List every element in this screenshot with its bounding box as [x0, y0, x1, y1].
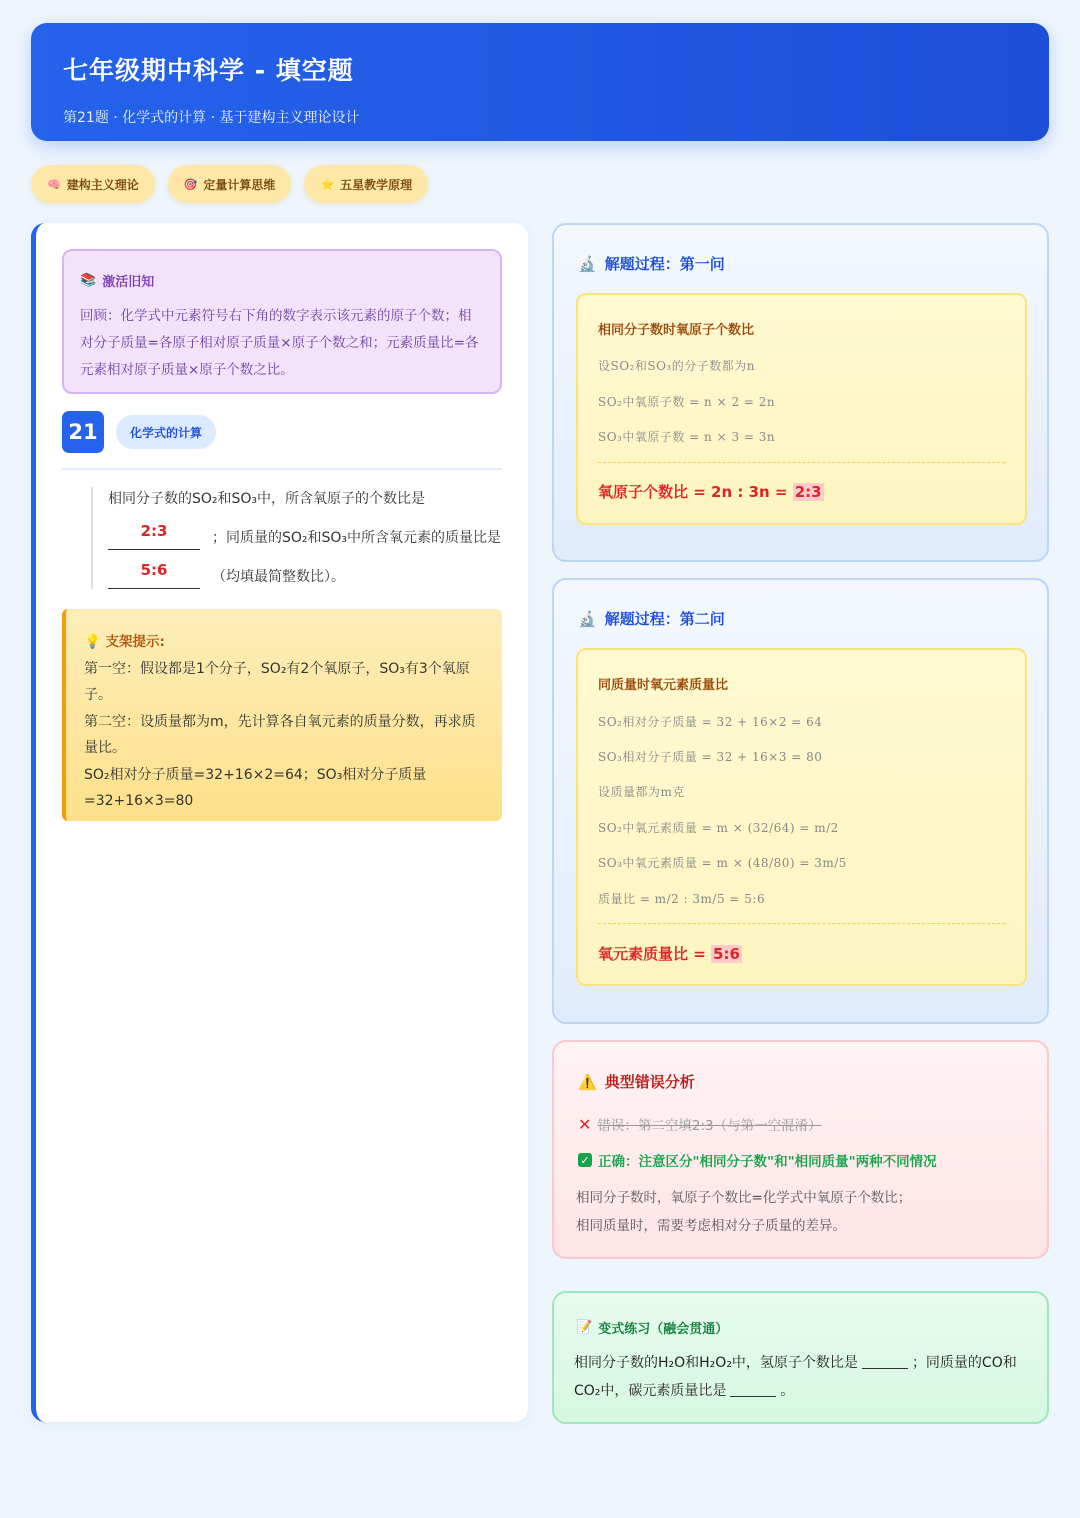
practice-heading — [576, 1318, 728, 1337]
hint-title: 支架提示: — [105, 634, 165, 650]
dashed-divider — [598, 923, 1005, 924]
answer-blank-1[interactable]: 2:3 — [108, 519, 200, 550]
solution-2-box — [576, 648, 1027, 986]
memo-icon: 📝 — [576, 1320, 593, 1335]
page-subtitle: 第21题 · 化学式的计算 · 基于建构主义理论设计 — [63, 110, 360, 126]
practice-part3: 。 — [780, 1383, 795, 1399]
solution-1-step: SO₂中氧原子数 = n × 2 = 2n — [598, 395, 776, 409]
tag-list — [31, 165, 428, 203]
solution-panel-2 — [552, 578, 1049, 1024]
error-title: 典型错误分析 — [604, 1073, 695, 1091]
solution-2-step: 设质量都为m克 — [598, 785, 685, 799]
hint-line-2: 第二空：设质量都为m，先计算各自氧元素的质量分数，再求质量比。 — [84, 713, 476, 756]
practice-blank-2[interactable] — [730, 1383, 776, 1397]
question-card — [31, 223, 528, 1422]
question-part2: ；同质量的SO₂和SO₃中所含氧元素的质量比是 — [212, 530, 502, 546]
tag-label: 五星教学原理 — [340, 177, 413, 192]
answer-blank-2[interactable]: 5:6 — [108, 558, 200, 589]
hint-box — [62, 609, 502, 821]
review-title: 激活旧知 — [102, 275, 155, 290]
practice-title: 变式练习（融会贯通） — [598, 1322, 729, 1337]
solution-1-step: SO₃中氧原子数 = n × 3 = 3n — [598, 430, 776, 444]
correct-answer — [578, 1150, 937, 1170]
wrong-text: 错误：第二空填2:3（与第一空混淆） — [597, 1118, 822, 1134]
microscope-icon: 🔬 — [578, 254, 597, 273]
topic-badge: 化学式的计算 — [116, 415, 216, 449]
solution-1-step: 设SO₂和SO₃的分子数都为n — [598, 359, 755, 373]
wrong-answer — [578, 1114, 822, 1134]
result-value: 5:6 — [713, 945, 740, 963]
correct-text: 正确：注意区分"相同分子数"和"相同质量"两种不同情况 — [598, 1154, 937, 1170]
solution-2-title: 解题过程：第二问 — [604, 610, 725, 628]
dashed-divider — [598, 462, 1005, 463]
explanation-line: 相同质量时，需要考虑相对分子质量的差异。 — [576, 1218, 846, 1234]
target-icon: 🎯 — [183, 177, 198, 191]
result-label: 氧元素质量比 = — [598, 945, 712, 963]
hint-line-1: 第一空：假设都是1个分子，SO₂有2个氧原子，SO₃有3个氧原子。 — [84, 660, 470, 703]
books-icon: 📚 — [80, 273, 97, 288]
tag-label: 建构主义理论 — [66, 177, 139, 192]
practice-part1: 相同分子数的H₂O和H₂O₂中，氢原子个数比是 — [574, 1355, 858, 1371]
solution-2-step: SO₃相对分子质量 = 32 + 16×3 = 80 — [598, 750, 823, 764]
practice-part2: ；同质量的CO和CO₂中，碳元素质量比是 — [574, 1355, 1017, 1399]
practice-text — [574, 1349, 1034, 1405]
hint-heading — [84, 629, 484, 656]
solution-panel-1 — [552, 223, 1049, 562]
solution-2-subheading: 同质量时氧元素质量比 — [598, 678, 729, 693]
lightbulb-icon: 💡 — [84, 634, 101, 650]
review-box — [62, 249, 502, 394]
tag-label: 定量计算思维 — [203, 177, 276, 192]
microscope-icon: 🔬 — [578, 609, 597, 628]
check-icon: ✓ — [578, 1153, 592, 1167]
error-explanation — [576, 1184, 911, 1240]
star-icon: ⭐ — [320, 177, 335, 191]
error-heading — [578, 1071, 695, 1092]
header-banner — [31, 23, 1049, 141]
warning-icon: ⚠️ — [578, 1072, 597, 1091]
solution-1-result — [598, 481, 824, 502]
review-text: 回顾：化学式中元素符号右下角的数字表示该元素的原子个数；相对分子质量=各原子相对原子质量×原子个数之和；元素质量比=各元素相对原子质量×原子个数之比。 — [80, 308, 479, 378]
solution-2-heading — [578, 608, 725, 629]
solution-1-heading — [578, 253, 725, 274]
tag-five-star — [304, 165, 428, 203]
question-part3: （均填最简整数比）。 — [212, 569, 345, 585]
hint-line-3: SO₂相对分子质量=32+16×2=64；SO₃相对分子质量=32+16×3=80 — [84, 766, 427, 809]
solution-2-step: SO₂相对分子质量 = 32 + 16×2 = 64 — [598, 715, 823, 729]
error-analysis-box — [552, 1040, 1049, 1259]
solution-1-title: 解题过程：第一问 — [604, 255, 725, 273]
result-label: 氧原子个数比 = 2n : 3n = — [598, 483, 793, 501]
solution-1-box — [576, 293, 1027, 525]
solution-2-result — [598, 943, 742, 964]
question-part1: 相同分子数的SO₂和SO₃中，所含氧原子的个数比是 — [108, 491, 426, 507]
cross-icon: ✕ — [578, 1114, 592, 1134]
solution-2-step: SO₃中氧元素质量 = m × (48/80) = 3m/5 — [598, 856, 847, 870]
solution-2-step: 质量比 = m/2 : 3m/5 = 5:6 — [598, 892, 766, 906]
tag-quantitative — [168, 165, 292, 203]
solution-1-subheading: 相同分子数时氧原子个数比 — [598, 323, 755, 338]
page-title: 七年级期中科学 - 填空题 — [63, 56, 354, 85]
question-text — [91, 487, 511, 589]
tag-constructivism — [31, 165, 155, 203]
divider — [62, 468, 502, 470]
brain-icon: 🧠 — [47, 177, 61, 191]
practice-box — [552, 1291, 1049, 1424]
result-value: 2:3 — [794, 483, 822, 501]
solution-2-step: SO₂中氧元素质量 = m × (32/64) = m/2 — [598, 821, 839, 835]
review-heading — [80, 271, 484, 290]
question-number: 21 — [62, 411, 104, 453]
explanation-line: 相同分子数时，氧原子个数比=化学式中氧原子个数比； — [576, 1190, 912, 1206]
practice-blank-1[interactable] — [862, 1355, 908, 1369]
